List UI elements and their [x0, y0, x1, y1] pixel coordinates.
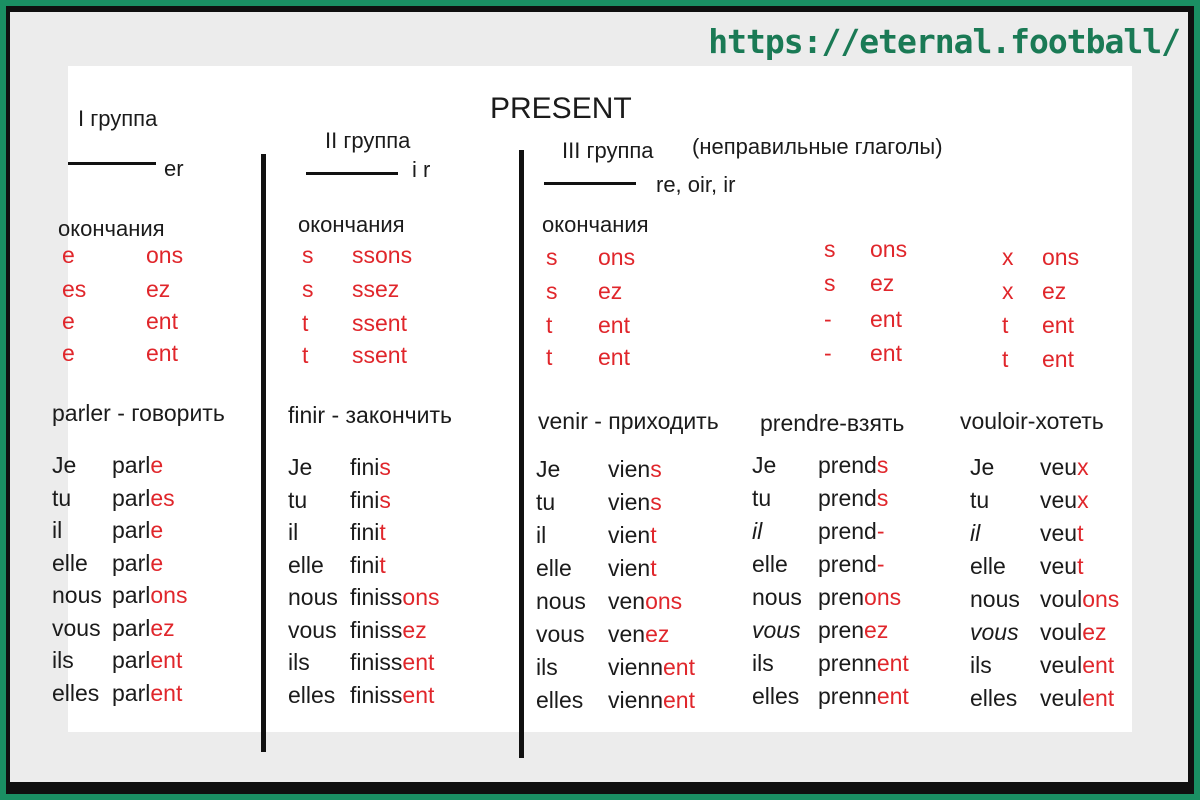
- group-2-endings-label: окончания: [298, 212, 405, 237]
- watermark-url: https://eternal.football/: [708, 22, 1180, 61]
- pronoun: nous: [536, 588, 586, 614]
- pronoun: nous: [970, 586, 1020, 612]
- verb-stem: veu: [1040, 487, 1078, 513]
- verb-ending: -: [876, 551, 885, 577]
- pronoun: elles: [752, 683, 800, 709]
- verb-stem: veul: [1040, 685, 1083, 711]
- pronoun: Je: [288, 454, 313, 480]
- group-3-note: (неправильные глаголы): [692, 134, 943, 159]
- verb-stem: pren: [818, 584, 865, 610]
- verb-stem: veu: [1040, 520, 1078, 546]
- ending-g3-set1-plural: ez: [598, 278, 623, 304]
- verb-ending: ent: [876, 650, 909, 676]
- ending-g2-plural: ssent: [352, 342, 407, 368]
- ending-g2-singular: s: [302, 276, 314, 302]
- verb-ending: t: [379, 519, 386, 545]
- pronoun: elles: [536, 687, 584, 713]
- vouloir-form: [1040, 654, 1114, 677]
- pronoun: ils: [52, 647, 74, 673]
- verb-stem: veul: [1040, 652, 1083, 678]
- pronoun: elle: [536, 555, 572, 581]
- prendre-form: [818, 454, 888, 477]
- ending-g3-set3-singular: x: [1002, 244, 1014, 270]
- verb-ending: s: [876, 485, 889, 511]
- verb-ending: e: [150, 452, 164, 478]
- vouloir-form: [1040, 621, 1107, 644]
- verb-ending: ez: [864, 617, 889, 643]
- verb-stem: voul: [1040, 619, 1083, 645]
- finir-form: [350, 521, 386, 544]
- group-1-endings-label: окончания: [58, 216, 165, 241]
- verb-stem: vien: [608, 489, 651, 515]
- ending-g3-set1-plural: ons: [598, 244, 636, 270]
- verb-stem: finiss: [350, 649, 403, 675]
- pronoun: elles: [52, 680, 100, 706]
- verb-ending: ent: [876, 683, 909, 709]
- finir-form: [350, 619, 427, 642]
- verb-stem: vienn: [608, 687, 663, 713]
- verb-ending: ons: [645, 588, 683, 614]
- verb-stem: vienn: [608, 654, 663, 680]
- ending-g1-singular: e: [62, 242, 75, 268]
- ending-g2-plural: ssons: [352, 242, 413, 268]
- verb-ending: es: [150, 485, 175, 511]
- verb-ending: e: [150, 517, 164, 543]
- parler-form: [112, 649, 182, 672]
- vouloir-infinitive: vouloir-хотеть: [960, 408, 1104, 434]
- verb-ending: s: [876, 452, 889, 478]
- venir-form: [608, 491, 662, 514]
- prendre-form: [818, 487, 888, 510]
- pronoun: elle: [752, 551, 788, 577]
- pronoun: il: [752, 518, 763, 544]
- group-2-suffix: i r: [412, 157, 431, 182]
- prendre-form: [818, 619, 888, 642]
- pronoun: vous: [970, 619, 1019, 645]
- pronoun: elles: [970, 685, 1018, 711]
- parler-form: [112, 617, 175, 640]
- verb-stem: finiss: [350, 617, 403, 643]
- verb-stem: vien: [608, 522, 651, 548]
- verb-ending: ons: [150, 582, 188, 608]
- parler-form: [112, 454, 163, 477]
- pronoun: nous: [288, 584, 338, 610]
- verb-stem: parl: [112, 550, 151, 576]
- group-2-infinitive: finir - закончить: [288, 402, 452, 428]
- group-2-stem-line: [306, 172, 398, 175]
- verb-ending: s: [379, 487, 391, 513]
- prendre-form: [818, 652, 909, 675]
- verb-stem: fini: [350, 552, 380, 578]
- venir-form: [608, 689, 695, 712]
- ending-g3-set2-singular: -: [824, 340, 832, 366]
- verb-stem: parl: [112, 647, 151, 673]
- verb-ending: t: [650, 555, 657, 581]
- prendre-form: [818, 553, 885, 576]
- prendre-form: [818, 520, 885, 543]
- verb-ending: ent: [662, 687, 695, 713]
- pronoun: il: [288, 519, 299, 545]
- verb-stem: fini: [350, 519, 380, 545]
- pronoun: tu: [52, 485, 72, 511]
- vouloir-form: [1040, 456, 1089, 479]
- pronoun: tu: [970, 487, 990, 513]
- ending-g1-singular: e: [62, 340, 75, 366]
- pronoun: nous: [52, 582, 102, 608]
- verb-stem: veu: [1040, 454, 1078, 480]
- verb-ending: ez: [645, 621, 670, 647]
- parler-form: [112, 584, 187, 607]
- finir-form: [350, 489, 391, 512]
- ending-g3-set3-singular: t: [1002, 346, 1009, 372]
- ending-g3-set3-plural: ez: [1042, 278, 1067, 304]
- prendre-form: [818, 586, 901, 609]
- ending-g1-singular: es: [62, 276, 87, 302]
- verb-ending: ez: [150, 615, 175, 641]
- vouloir-form: [1040, 687, 1114, 710]
- verb-ending: x: [1077, 454, 1089, 480]
- parler-form: [112, 519, 163, 542]
- verb-stem: voul: [1040, 586, 1083, 612]
- verb-stem: vien: [608, 555, 651, 581]
- pronoun: vous: [536, 621, 585, 647]
- verb-stem: vien: [608, 456, 651, 482]
- finir-form: [350, 456, 391, 479]
- verb-ending: e: [150, 550, 164, 576]
- group-3-label: III группа: [562, 138, 654, 163]
- pronoun: vous: [52, 615, 101, 641]
- pronoun: tu: [536, 489, 556, 515]
- ending-g3-set1-singular: s: [546, 244, 558, 270]
- verb-ending: ons: [864, 584, 902, 610]
- ending-g1-plural: ez: [146, 276, 171, 302]
- ending-g1-plural: ent: [146, 308, 178, 334]
- verb-stem: ven: [608, 621, 646, 647]
- verb-stem: parl: [112, 485, 151, 511]
- pronoun: elle: [970, 553, 1006, 579]
- group-1-label: I группа: [78, 106, 158, 131]
- ending-g1-plural: ons: [146, 242, 184, 268]
- verb-stem: fini: [350, 454, 380, 480]
- finir-form: [350, 586, 440, 609]
- pronoun: vous: [288, 617, 337, 643]
- verb-stem: parl: [112, 582, 151, 608]
- pronoun: tu: [752, 485, 772, 511]
- verb-ending: x: [1077, 487, 1089, 513]
- verb-ending: ent: [662, 654, 695, 680]
- venir-form: [608, 524, 657, 547]
- pronoun: elle: [52, 550, 88, 576]
- ending-g3-set3-plural: ent: [1042, 312, 1074, 338]
- ending-g3-set2-plural: ons: [870, 236, 908, 262]
- pronoun: ils: [288, 649, 310, 675]
- ending-g2-plural: ssent: [352, 310, 407, 336]
- pronoun: il: [970, 520, 981, 546]
- verb-stem: prenn: [818, 683, 877, 709]
- prendre-form: [818, 685, 909, 708]
- verb-ending: ons: [1082, 586, 1120, 612]
- pronoun: Je: [752, 452, 777, 478]
- pronoun: tu: [288, 487, 308, 513]
- verb-ending: ent: [1082, 652, 1115, 678]
- verb-stem: prend: [818, 452, 877, 478]
- verb-stem: prend: [818, 518, 877, 544]
- verb-ending: ent: [1082, 685, 1115, 711]
- verb-ending: ez: [1082, 619, 1107, 645]
- pronoun: ils: [970, 652, 992, 678]
- ending-g1-singular: e: [62, 308, 75, 334]
- finir-form: [350, 554, 386, 577]
- ending-g2-singular: s: [302, 242, 314, 268]
- ending-g1-plural: ent: [146, 340, 178, 366]
- verb-ending: -: [876, 518, 885, 544]
- ending-g3-set3-plural: ons: [1042, 244, 1080, 270]
- group-1-suffix: er: [164, 156, 184, 181]
- venir-infinitive: venir - приходить: [538, 408, 719, 434]
- ending-g3-set1-singular: s: [546, 278, 558, 304]
- verb-stem: ven: [608, 588, 646, 614]
- ending-g3-set1-plural: ent: [598, 312, 630, 338]
- pronoun: ils: [752, 650, 774, 676]
- verb-stem: veu: [1040, 553, 1078, 579]
- verb-ending: ent: [402, 682, 435, 708]
- pronoun: ils: [536, 654, 558, 680]
- verb-ending: ons: [402, 584, 440, 610]
- verb-ending: ent: [402, 649, 435, 675]
- venir-form: [608, 458, 662, 481]
- verb-ending: t: [650, 522, 657, 548]
- venir-form: [608, 590, 682, 613]
- verb-stem: prend: [818, 485, 877, 511]
- ending-g3-set3-singular: x: [1002, 278, 1014, 304]
- vouloir-form: [1040, 522, 1083, 545]
- verb-stem: fini: [350, 487, 380, 513]
- pronoun: Je: [970, 454, 995, 480]
- prendre-infinitive: prendre-взять: [760, 410, 905, 436]
- conjugation-sheet: [52, 66, 1132, 732]
- verb-ending: t: [379, 552, 386, 578]
- venir-form: [608, 656, 695, 679]
- group-3-endings-label: окончания: [542, 212, 649, 237]
- verb-ending: s: [650, 489, 662, 515]
- group-1-infinitive: parler - говорить: [52, 400, 225, 426]
- divider-right: [519, 150, 524, 758]
- pronoun: il: [536, 522, 547, 548]
- vouloir-form: [1040, 489, 1089, 512]
- ending-g2-plural: ssez: [352, 276, 400, 302]
- verb-stem: parl: [112, 615, 151, 641]
- parler-form: [112, 682, 182, 705]
- page-title: PRESENT: [490, 92, 632, 125]
- ending-g3-set1-singular: t: [546, 344, 553, 370]
- ending-g2-singular: t: [302, 310, 309, 336]
- finir-form: [350, 651, 434, 674]
- pronoun: il: [52, 517, 63, 543]
- ending-g3-set2-plural: ez: [870, 270, 895, 296]
- ending-g3-set1-plural: ent: [598, 344, 630, 370]
- verb-stem: parl: [112, 680, 151, 706]
- group-2-label: II группа: [325, 128, 411, 153]
- verb-ending: s: [379, 454, 391, 480]
- verb-ending: ez: [402, 617, 427, 643]
- vouloir-form: [1040, 555, 1083, 578]
- vouloir-form: [1040, 588, 1119, 611]
- verb-ending: t: [1077, 520, 1084, 546]
- pronoun: Je: [52, 452, 77, 478]
- verb-stem: prenn: [818, 650, 877, 676]
- ending-g3-set3-singular: t: [1002, 312, 1009, 338]
- divider-left: [261, 154, 266, 752]
- ending-g3-set3-plural: ent: [1042, 346, 1074, 372]
- pronoun: vous: [752, 617, 801, 643]
- verb-stem: prend: [818, 551, 877, 577]
- venir-form: [608, 557, 657, 580]
- verb-ending: ent: [150, 647, 183, 673]
- ending-g3-set2-plural: ent: [870, 306, 902, 332]
- ending-g3-set2-plural: ent: [870, 340, 902, 366]
- verb-stem: parl: [112, 517, 151, 543]
- pronoun: elle: [288, 552, 324, 578]
- pronoun: Je: [536, 456, 561, 482]
- group-3-suffix: re, oir, ir: [656, 172, 736, 197]
- verb-stem: parl: [112, 452, 151, 478]
- finir-form: [350, 684, 434, 707]
- verb-stem: finiss: [350, 682, 403, 708]
- verb-stem: pren: [818, 617, 865, 643]
- parler-form: [112, 552, 163, 575]
- group-1-stem-line: [68, 162, 156, 165]
- pronoun: nous: [752, 584, 802, 610]
- parler-form: [112, 487, 175, 510]
- pronoun: elles: [288, 682, 336, 708]
- ending-g2-singular: t: [302, 342, 309, 368]
- verb-ending: ent: [150, 680, 183, 706]
- ending-g3-set1-singular: t: [546, 312, 553, 338]
- verb-ending: t: [1077, 553, 1084, 579]
- ending-g3-set2-singular: s: [824, 270, 836, 296]
- verb-stem: finiss: [350, 584, 403, 610]
- ending-g3-set2-singular: s: [824, 236, 836, 262]
- group-3-stem-line: [544, 182, 636, 185]
- ending-g3-set2-singular: -: [824, 306, 832, 332]
- verb-ending: s: [650, 456, 662, 482]
- venir-form: [608, 623, 669, 646]
